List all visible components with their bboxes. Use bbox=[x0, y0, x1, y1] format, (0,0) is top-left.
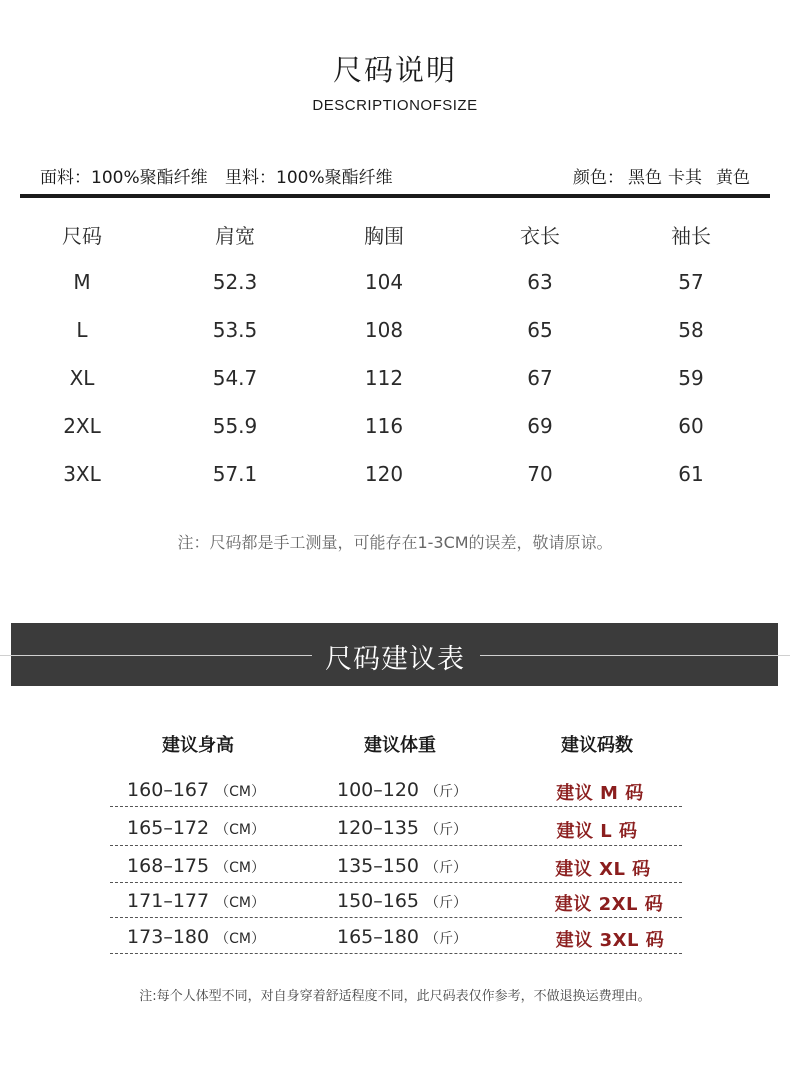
row-divider bbox=[110, 882, 682, 883]
color-option: 卡其 bbox=[668, 168, 702, 188]
column-header: 肩宽 bbox=[215, 223, 255, 248]
material-info-row bbox=[40, 163, 750, 188]
table-cell: XL bbox=[69, 366, 95, 390]
height-value: 171–177 （CM） bbox=[127, 890, 265, 912]
table-cell: 52.3 bbox=[212, 270, 258, 294]
table-cell: 59 bbox=[678, 366, 704, 390]
color-option: 黄色 bbox=[716, 168, 750, 188]
lining-text: 里料：100%聚酯纤维 bbox=[225, 168, 393, 188]
row-divider bbox=[110, 917, 682, 918]
column-header: 尺码 bbox=[62, 223, 102, 248]
table-row bbox=[0, 258, 790, 306]
table-cell: 55.9 bbox=[212, 414, 258, 438]
column-header: 建议身高 bbox=[162, 735, 234, 756]
table-row bbox=[0, 354, 790, 402]
table-cell: 70 bbox=[527, 462, 553, 486]
height-value: 160–167 （CM） bbox=[127, 779, 265, 801]
banner-title: 尺码建议表 bbox=[325, 644, 465, 675]
table-row bbox=[0, 306, 790, 354]
color-option: 黑色 bbox=[628, 168, 662, 188]
table-row bbox=[0, 855, 790, 881]
recommended-size: 建议 L 码 bbox=[556, 821, 638, 842]
table-cell: 54.7 bbox=[212, 366, 258, 390]
weight-value: 100–120 （斤） bbox=[336, 779, 468, 801]
height-value: 168–175 （CM） bbox=[127, 855, 265, 877]
table-cell: 58 bbox=[678, 318, 704, 342]
color-label: 颜色： bbox=[573, 168, 624, 188]
table-cell: 104 bbox=[364, 270, 404, 294]
weight-value: 120–135 （斤） bbox=[336, 817, 468, 839]
recommended-size: 建议 2XL 码 bbox=[554, 894, 664, 915]
table-cell: 57.1 bbox=[212, 462, 258, 486]
page-subtitle: DESCRIPTIONOFSIZE bbox=[312, 97, 478, 114]
table-row bbox=[0, 926, 790, 952]
table-cell: 112 bbox=[364, 366, 404, 390]
table-cell: 63 bbox=[527, 270, 553, 294]
material-info bbox=[40, 163, 405, 188]
table-cell: 67 bbox=[527, 366, 553, 390]
table-row bbox=[0, 402, 790, 450]
column-header: 衣长 bbox=[520, 223, 560, 248]
column-header: 建议码数 bbox=[561, 735, 633, 756]
size-table-header bbox=[0, 210, 790, 258]
table-cell: 3XL bbox=[63, 462, 101, 486]
table-cell: L bbox=[76, 318, 88, 342]
weight-value: 150–165 （斤） bbox=[336, 890, 468, 912]
table-row bbox=[0, 450, 790, 498]
size-table bbox=[0, 210, 790, 498]
table-cell: M bbox=[73, 270, 91, 294]
row-divider bbox=[110, 806, 682, 807]
fabric-text: 面料：100%聚酯纤维 bbox=[40, 168, 208, 188]
section-divider bbox=[20, 194, 770, 198]
column-header: 胸围 bbox=[364, 223, 404, 248]
weight-value: 165–180 （斤） bbox=[336, 926, 468, 948]
table-cell: 116 bbox=[364, 414, 404, 438]
table-cell: 69 bbox=[527, 414, 553, 438]
page-title: 尺码说明 bbox=[332, 53, 457, 87]
table-cell: 60 bbox=[678, 414, 704, 438]
height-value: 165–172 （CM） bbox=[127, 817, 265, 839]
disclaimer-note: 注:每个人体型不同，对自身穿着舒适程度不同，此尺码表仅作参考，不做退换运费理由。 bbox=[139, 989, 651, 1004]
recommended-size: 建议 3XL 码 bbox=[555, 930, 665, 951]
recommended-size: 建议 XL 码 bbox=[555, 859, 651, 880]
table-row bbox=[0, 890, 790, 916]
row-divider bbox=[110, 845, 682, 846]
color-info bbox=[573, 163, 750, 188]
measurement-note: 注：尺码都是手工测量，可能存在1-3CM的误差，敬请原谅。 bbox=[177, 533, 613, 552]
table-cell: 120 bbox=[364, 462, 404, 486]
table-cell: 53.5 bbox=[212, 318, 258, 342]
table-row bbox=[0, 817, 790, 843]
row-divider bbox=[110, 953, 682, 954]
table-row bbox=[0, 779, 790, 805]
table-cell: 57 bbox=[678, 270, 704, 294]
recommendation-table-header bbox=[0, 731, 790, 757]
table-cell: 61 bbox=[678, 462, 704, 486]
weight-value: 135–150 （斤） bbox=[336, 855, 468, 877]
column-header: 袖长 bbox=[671, 223, 711, 248]
recommended-size: 建议 M 码 bbox=[556, 783, 644, 804]
column-header: 建议体重 bbox=[364, 735, 436, 756]
table-cell: 65 bbox=[527, 318, 553, 342]
table-cell: 108 bbox=[364, 318, 404, 342]
table-cell: 2XL bbox=[63, 414, 101, 438]
height-value: 173–180 （CM） bbox=[127, 926, 265, 948]
